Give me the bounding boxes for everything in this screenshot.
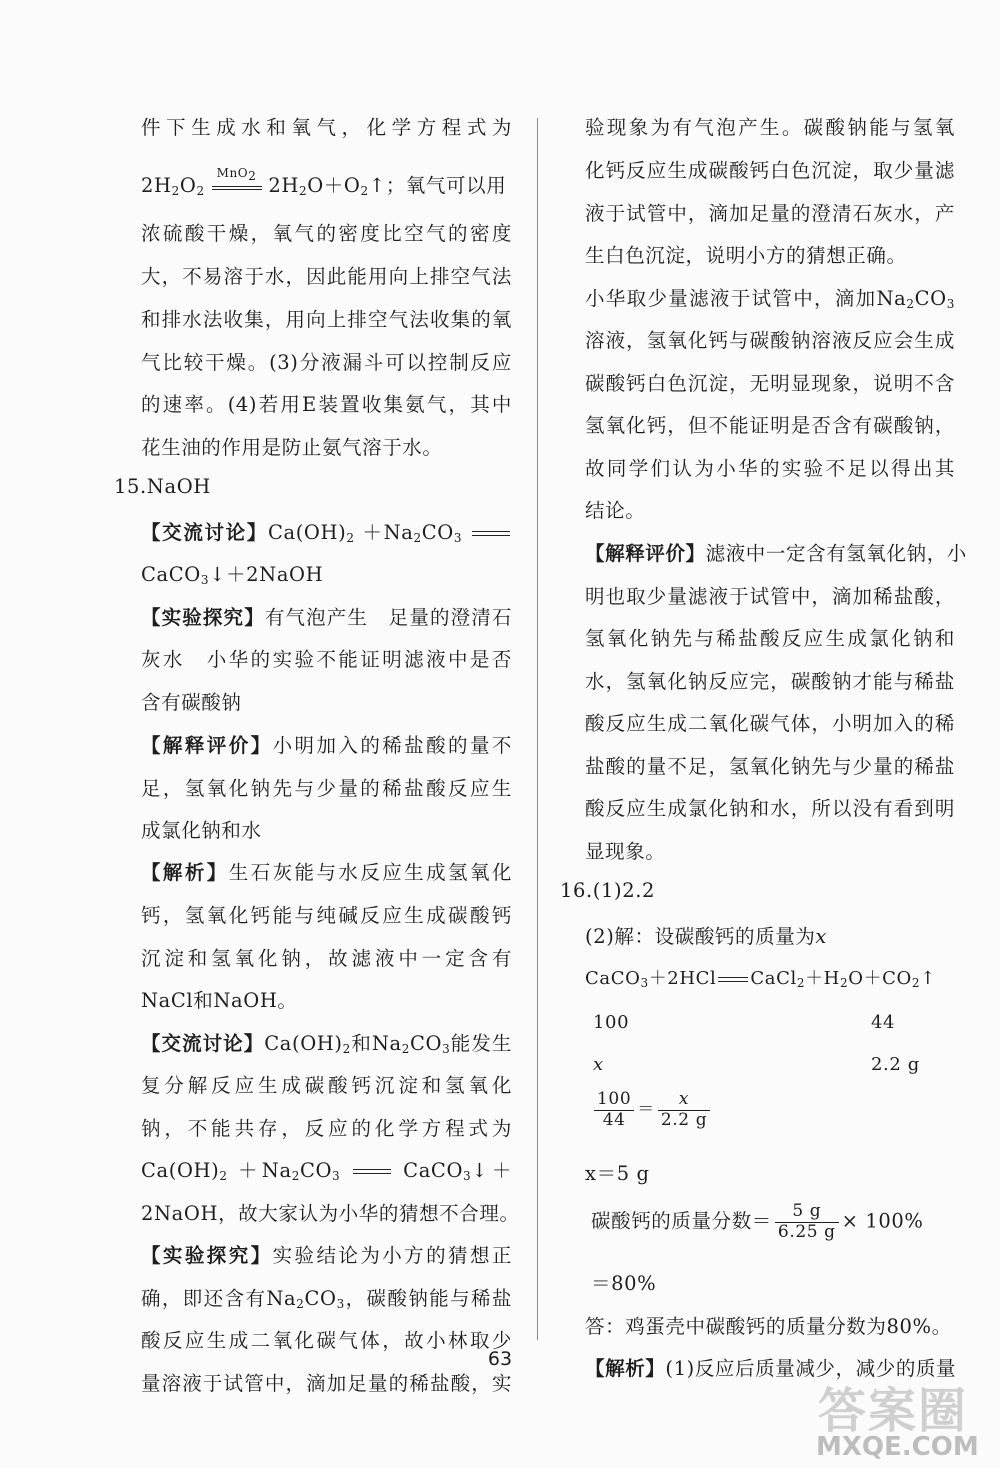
text-line: 【交流讨论】$Ca(OH)_2 +Na_2CO_3$: [114, 517, 512, 545]
proportion-equation: $\frac{100}{44}$ ＝ $\frac{x}{2.2 g}$: [591, 1090, 713, 1130]
text-line: 结论。: [585, 499, 646, 522]
watermark-logo: 答案圈 MXQE.COM: [816, 1383, 979, 1462]
text-line: 【解释评价】滤液中一定含有氢氧化钠，小: [585, 542, 967, 565]
question-15: 15.NaOH: [114, 475, 211, 498]
text-line: x＝5 g: [585, 1162, 650, 1185]
mass-x: x: [593, 1054, 604, 1075]
text-line: ＝80%: [591, 1272, 657, 1295]
column-divider: [537, 118, 538, 1340]
text-line: 【交流讨论】$Ca(OH)_2$和$Na_2CO_3$能发生: [141, 1032, 512, 1056]
text-line: 【实验探究】实验结论为小方的猜想正: [141, 1244, 512, 1267]
text-line: 沉淀和氢氧化钠，故滤液中一定含有: [141, 947, 512, 970]
mass-2-2g: 2.2 g: [871, 1054, 920, 1075]
text-line: 溶液，氢氧化钙与碳酸钠溶液反应会生成: [585, 329, 955, 352]
text-line: 酸反应生成二氧化碳气体，小明加入的稀: [585, 712, 955, 735]
text-line: 酸反应生成二氧化碳气体，故小林取少: [141, 1329, 512, 1352]
text-line: NaCl和NaOH。: [141, 989, 298, 1012]
text-line: 【实验探究】有气泡产生 足量的澄清石: [141, 606, 512, 629]
text-line: 钙，氢氧化钙能与纯碱反应生成碳酸钙: [141, 904, 512, 927]
question-16: 16.(1)2.2: [560, 879, 656, 902]
text-line: 生白色沉淀，说明小方的猜想正确。: [585, 244, 907, 267]
mass-44: 44: [871, 1012, 896, 1033]
text-line: 故同学们认为小华的实验不足以得出其: [585, 457, 955, 480]
text-line: 成氯化钠和水: [141, 819, 262, 842]
text-line: 钠，不能共存，反应的化学方程式为: [141, 1117, 512, 1140]
equation-line: $Ca(OH)_2 +Na_2CO_3$ CaCO$_3$↓＋: [141, 1159, 512, 1183]
text-line: 验现象为有气泡产生。碳酸钠能与氢氧: [585, 116, 955, 139]
text-line: 碳酸钙白色沉淀，无明显现象，说明不含: [585, 372, 955, 395]
percentage-equation: 碳酸钙的质量分数＝ $\frac{5 g}{6.25 g}$ × 100%: [591, 1201, 924, 1242]
text-line: 足，氢氧化钠先与少量的稀盐酸反应生: [141, 777, 512, 800]
text-line: 水，氢氧化钠反应完，碳酸钠才能与稀盐: [585, 670, 955, 693]
text-line: 显现象。: [585, 840, 666, 863]
equation-line: $2H_2O_2$ MnO$_2$ $2H_2O+O_2↑$；氧气可以用: [141, 165, 507, 198]
text-line: 量溶液于试管中，滴加足量的稀盐酸，实: [141, 1372, 512, 1395]
catalyst-arrow: MnO$_2$: [212, 184, 262, 190]
text-line: 的速率。(4)若用E装置收集氨气，其中: [141, 393, 512, 416]
text-line: 复分解反应生成碳酸钙沉淀和氢氧化: [141, 1074, 512, 1097]
text-line: 和排水法收集，用向上排空气法收集的氧: [141, 308, 512, 331]
text-line: 盐酸的量不足，氢氧化钠先与少量的稀盐: [585, 755, 955, 778]
text-line: 【解释评价】小明加入的稀盐酸的量不: [141, 734, 512, 757]
text-line: 含有碳酸钠: [141, 691, 242, 714]
page-number: 63: [487, 1348, 513, 1370]
text-line: 化钙反应生成碳酸钙白色沉淀，取少量滤: [585, 159, 955, 182]
text-line: 【解析】(1)反应后质量减少，减少的质量: [585, 1357, 957, 1380]
text-line: 氢氧化钙，但不能证明是否含有碳酸钠，: [585, 414, 955, 437]
text-line: 气比较干燥。(3)分液漏斗可以控制反应: [141, 351, 512, 374]
text-line: 确，即还含有$Na_2CO_3$，碳酸钠能与稀盐: [141, 1287, 512, 1311]
text-line: 液于试管中，滴加足量的澄清石灰水，产: [585, 202, 955, 225]
equation-line: CaCO$_3$＋2HCl $CaCl_2+H_2O+CO_2↑$: [585, 968, 936, 990]
equation-line: CaCO$_3$↓＋2NaOH: [141, 563, 324, 587]
text-line: 大，不易溶于水，因此能用向上排空气法: [141, 265, 512, 288]
text-line: 氢氧化钠先与稀盐酸反应生成氯化钠和: [585, 627, 955, 650]
text-line: 灰水 小华的实验不能证明滤液中是否: [141, 648, 512, 671]
text-line: 浓硫酸干燥，氧气的密度比空气的密度: [141, 222, 512, 245]
text-line: 小华取少量滤液于试管中，滴加$Na_2CO_3$: [585, 287, 955, 311]
text-line: 2NaOH，故大家认为小华的猜想不合理。: [141, 1202, 520, 1225]
text-line: 酸反应生成氯化钠和水，所以没有看到明: [585, 797, 955, 820]
text-line: 件下生成水和氧气，化学方程式为: [141, 116, 512, 139]
text-line: 花生油的作用是防止氨气溶于水。: [141, 436, 443, 459]
text-line: 【解析】生石灰能与水反应生成氢氧化: [141, 861, 512, 884]
text-line: 明也取少量滤液于试管中，滴加稀盐酸，: [585, 585, 955, 608]
answer-line: 答：鸡蛋壳中碳酸钙的质量分数为80%。: [585, 1315, 952, 1338]
mass-100: 100: [593, 1012, 630, 1033]
text-line: (2)解：设碳酸钙的质量为x: [585, 925, 828, 948]
